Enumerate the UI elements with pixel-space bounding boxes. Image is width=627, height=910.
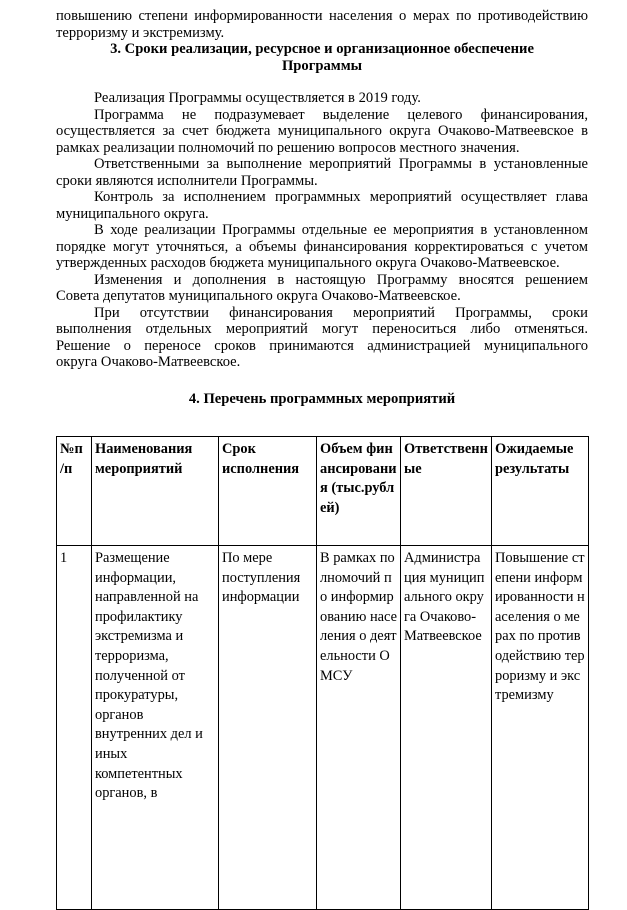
paragraph-6-line-1: Изменения и дополнения в настоящую Программу вносятся решением [94, 271, 588, 288]
program-measures-table [56, 436, 589, 910]
row-1-term: По мере поступления информации [219, 546, 317, 910]
intro-line-2: терроризму и экстремизму. [56, 24, 225, 41]
paragraph-3-line-1: Ответственными за выполнение мероприятий Программы в установленные [94, 156, 588, 172]
row-1-responsible: Администрация муниципального округа Очаково-Матвеевское [401, 546, 492, 910]
header-measure-name: Наименования мероприятий [92, 437, 219, 546]
paragraph-2-line-2: осуществляется за счет бюджета муниципального округа Очаково-Матвеевское в [56, 123, 588, 139]
section-4-title: 4. Перечень программных мероприятий [188, 390, 456, 407]
row-1-number: 1 [57, 546, 92, 910]
paragraph-2-line-3: рамках реализации полномочий по решению вопросов местного значения. [56, 139, 520, 156]
table-row [57, 546, 589, 910]
paragraph-7-line-2: выполнения отдельных мероприятий могут переноситься либо отменяться. [56, 321, 588, 337]
document-page [56, 8, 588, 407]
section-3-title-line-2: Программы [281, 57, 363, 74]
intro-line-1: повышению степени информированности населения о мерах по противодействию [56, 8, 588, 24]
header-number: №п /п [57, 437, 92, 546]
paragraph-3-line-2: сроки являются исполнители Программы. [56, 172, 318, 189]
paragraph-2-line-1: Программа не подразумевает выделение целевого финансирования, [94, 106, 588, 123]
paragraph-7-line-3: Решение о переносе сроков принимаются администрацией муниципального [56, 337, 588, 354]
row-1-expected-results: Повышение степени информированности населения о мерах по противодействию терроризму и экстремизму [492, 546, 589, 910]
section-3-title-line-1: 3. Сроки реализации, ресурсное и организационное обеспечение [110, 41, 534, 57]
table-header-row [57, 437, 589, 546]
paragraph-7-line-1: При отсутствии финансирования мероприятий Программы, сроки [94, 304, 588, 321]
header-term: Срок исполнения [219, 437, 317, 546]
row-1-measure-name: Размещение информации, направленной на профилактику экстремизма и терроризма, полученной от прокуратуры, органов внутренних дел и иных компетентных органов, в [92, 546, 219, 910]
paragraph-5-line-1: В ходе реализации Программы отдельные ее мероприятия в установленном [94, 222, 588, 238]
paragraph-5-line-3: утвержденных расходов бюджета муниципального округа Очаково-Матвеевское. [56, 255, 560, 271]
header-funding: Объем финансирования (тыс.рублей) [317, 437, 401, 546]
paragraph-5-line-2: порядке могут уточняться, а объемы финансирования корректироваться с учетом [56, 238, 588, 255]
paragraph-7-line-4: округа Очаково-Матвеевское. [56, 354, 241, 370]
paragraph-4-line-1: Контроль за исполнением программных мероприятий осуществляет глава [94, 189, 588, 205]
row-1-funding: В рамках полномочий по информированию населения о деятельности ОМСУ [317, 546, 401, 910]
header-responsible: Ответственные [401, 437, 492, 546]
paragraph-4-line-2: муниципального округа. [56, 205, 209, 222]
header-expected-results: Ожидаемые результаты [492, 437, 589, 546]
paragraph-1: Реализация Программы осуществляется в 2019 году. [94, 90, 421, 106]
paragraph-6-line-2: Совета депутатов муниципального округа Очаково-Матвеевское. [56, 288, 461, 304]
